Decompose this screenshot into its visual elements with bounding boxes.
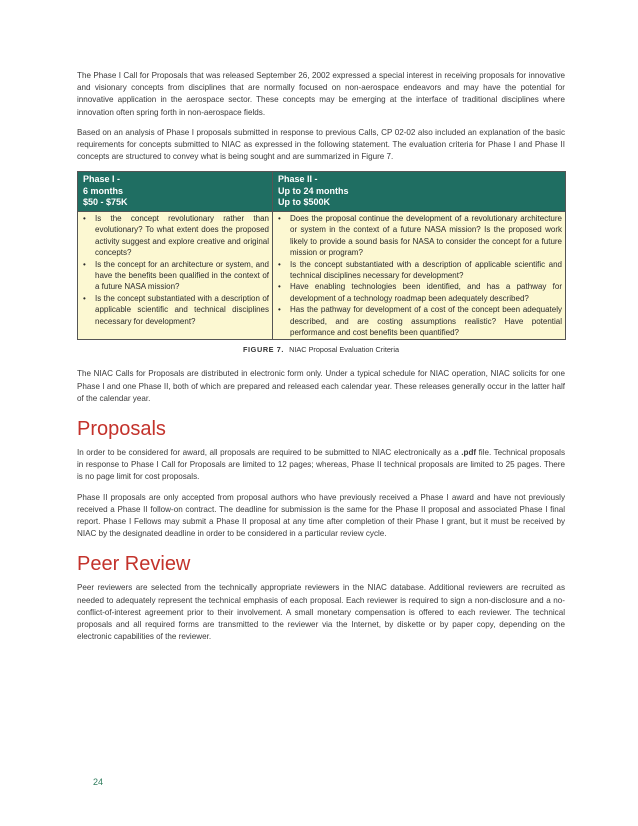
phase2-criterion <box>275 281 562 304</box>
phase2-criterion <box>275 213 562 259</box>
bullet-icon: • <box>278 305 281 315</box>
phase1-criterion <box>80 293 269 327</box>
proposals-p1-end: file. Technical proposals in response to Phase I Call for Proposals are limited to 12 pages; whereas, Phase II technical proposals are limited to 25 pages. There is no page limit for cost proposals. <box>77 448 566 482</box>
figure-caption <box>77 345 565 354</box>
phase2-header <box>273 172 566 212</box>
bullet-icon: • <box>83 259 86 269</box>
bullet-icon: • <box>278 259 281 269</box>
criterion-text: Has the pathway for development of a cost of the concept been adequately described, and are costing assumptions realistic? Have potential performance and cost benefits been quantified? <box>290 305 562 337</box>
phase1-duration: 6 months <box>83 185 124 196</box>
phase1-title: Phase I - <box>83 174 121 185</box>
bullet-icon: • <box>278 282 281 292</box>
proposals-paragraph-1 <box>77 447 565 484</box>
figure-label: FIGURE 7. <box>242 345 285 355</box>
phase2-title: Phase II - <box>278 174 318 185</box>
phase1-criteria <box>78 211 273 339</box>
phase2-criterion <box>275 259 562 282</box>
proposals-heading: Proposals <box>77 418 166 440</box>
criterion-text: Is the concept substantiated with a description of applicable scientific and technical disciplines necessary for development? <box>95 293 269 326</box>
evaluation-criteria-table <box>77 171 566 340</box>
intro-paragraph-1: The Phase I Call for Proposals that was released September 26, 2002 expressed a special interest in receiving proposals for innovative and visionary concepts from disciplines that are normally focused on non-aerospace endeavors and may have the potential for innovative application in the aerospace sector. These concepts may be emerging at the interface of traditional disciplines where innovation often spring forth in non-aerospace fields. <box>77 71 565 117</box>
bullet-icon: • <box>278 213 281 223</box>
phase1-header <box>78 172 273 212</box>
criterion-text: Is the concept substantiated with a description of applicable scientific and technical disciplines necessary for development? <box>290 259 562 280</box>
phase2-criterion <box>275 304 562 338</box>
proposals-paragraph-2: Phase II proposals are only accepted from proposal authors who have previously received a Phase I award and have not previously received a Phase II follow-on contract. The deadline for submission is the same for the Phase II proposal and associated Phase I final report. Phase I Fellows may submit a Phase II proposal at any time after completion of their Phase I grant, but it must be received by NIAC by the designated deadline in order to be considered in a particular review cycle. <box>77 492 565 539</box>
bullet-icon: • <box>83 213 86 223</box>
bullet-icon: • <box>83 293 86 303</box>
pdf-format: .pdf <box>461 448 477 457</box>
page-number: 24 <box>93 777 104 787</box>
phase1-funding: $50 - $75K <box>83 197 128 208</box>
phase1-criterion <box>80 259 269 293</box>
criterion-text: Is the concept revolutionary rather than evolutionary? To what extent does the proposed activity suggest and explore creative and original concepts? <box>95 213 269 258</box>
criterion-text: Does the proposal continue the development of a revolutionary architecture or system in the context of a future NASA mission? Is the proposed work likely to provide a sound basis for NASA to consider the concept for a future mission or program? <box>290 213 562 258</box>
intro-paragraph-2: Based on an analysis of Phase I proposals submitted in response to previous Calls, CP 02-02 also included an explanation of the basic requirements for concepts submitted to NIAC as expressed in the following statement. The evaluation criteria for Phase I and Phase II concepts are structured to convey what is being sought and are summarized in Figure 7. <box>77 127 565 162</box>
phase2-criteria <box>273 211 566 339</box>
criterion-text: Is the concept for an architecture or system, and have the benefits been qualified in the context of a future NASA mission? <box>95 259 269 292</box>
figure-title: NIAC Proposal Evaluation Criteria <box>289 345 400 355</box>
peer-review-paragraph: Peer reviewers are selected from the technically appropriate reviewers in the NIAC database. Additional reviewers are recruited as needed to adequately represent the technical emphasis of each proposal. Each reviewer is required to sign a non-disclosure and a no-conflict-of-interest agreement prior to their involvement. A small monetary compensation is offered to each reviewer. The technical proposals and all required forms are transmitted to the reviewer via the Internet, by diskette or by paper copy, depending on the electronic capabilities of the reviewer. <box>77 583 565 642</box>
criterion-text: Have enabling technologies been identified, and has a pathway for development of a technology roadmap been adequately described? <box>290 282 562 303</box>
peer-review-heading: Peer Review <box>77 553 191 576</box>
page-content <box>77 70 565 651</box>
calls-paragraph: The NIAC Calls for Proposals are distributed in electronic form only. Under a typical schedule for NIAC operation, NIAC solicits for one Phase I and one Phase II, both of which are prepared and released each calendar year. These releases generally occur in the latter half of the calendar year. <box>77 369 565 403</box>
phase1-criterion <box>80 213 269 259</box>
phase2-duration: Up to 24 months <box>278 185 349 196</box>
phase2-funding: Up to $500K <box>278 197 331 208</box>
proposals-p1-start: In order to be considered for award, all proposals are required to be submitted to NIAC electronically as a <box>77 448 462 457</box>
